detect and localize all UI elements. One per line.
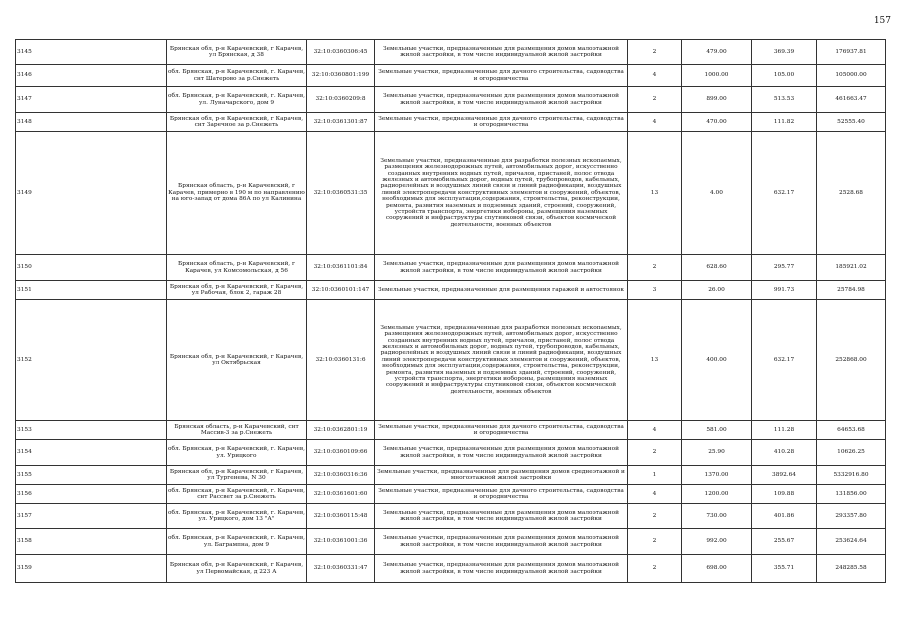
- cadastral-value-cell: 10626.25: [817, 440, 886, 466]
- cadastral-value-cell: 2528.68: [817, 132, 886, 255]
- land-use-cell: Земельные участки, предназначенные для дачного строительства, садоводства и огородничества: [375, 113, 628, 132]
- specific-value-cell: 369.39: [752, 40, 817, 65]
- cadastral-number-cell: 32:10:0360115:48: [307, 504, 375, 529]
- table-row: [16, 555, 886, 583]
- cadastral-number-cell: 32:10:0360316:36: [307, 466, 375, 485]
- address-cell: Брянская обл, р-н Карачевский, г Карачев, снт Заречное за р.Снежеть: [167, 113, 307, 132]
- address-cell: Брянская область, р-н Карачевский, г Карачев, ул Комсомольская, д 56: [167, 255, 307, 281]
- cadastral-value-table: [15, 39, 886, 583]
- area-cell: 1370.00: [682, 466, 752, 485]
- land-use-cell: Земельные участки, предназначенные для размещения домов малоэтажной жилой застройки, в том числе индивидуальной жилой застройки: [375, 440, 628, 466]
- cadastral-number-cell: 32:10:0360801:199: [307, 65, 375, 87]
- land-use-cell: Земельные участки, предназначенные для размещения домов малоэтажной жилой застройки, в том числе индивидуальной жилой застройки: [375, 504, 628, 529]
- table-row: [16, 300, 886, 421]
- cadastral-number-cell: 32:10:0361001:36: [307, 529, 375, 555]
- row-number: 3155: [16, 466, 167, 485]
- table-row: [16, 132, 886, 255]
- address-cell: Брянская обл, р-н Карачевский, г Карачев, ул Рабочая, блок 2, гараж 28: [167, 281, 307, 300]
- specific-value-cell: 632.17: [752, 132, 817, 255]
- group-cell: 4: [628, 421, 682, 440]
- table-row: [16, 485, 886, 504]
- cadastral-value-cell: 5332916.80: [817, 466, 886, 485]
- land-use-cell: Земельные участки, предназначенные для размещения домов малоэтажной жилой застройки, в том числе индивидуальной жилой застройки: [375, 555, 628, 583]
- land-use-cell: Земельные участки, предназначенные для дачного строительства, садоводства и огородничества: [375, 421, 628, 440]
- table-row: [16, 440, 886, 466]
- group-cell: 13: [628, 132, 682, 255]
- cadastral-number-cell: 32:10:0360109:66: [307, 440, 375, 466]
- table-row: [16, 113, 886, 132]
- cadastral-number-cell: 32:10:0361301:87: [307, 113, 375, 132]
- land-use-cell: Земельные участки, предназначенные для размещения домов среднеэтажной и многоэтажной жилой застройки: [375, 466, 628, 485]
- specific-value-cell: 355.71: [752, 555, 817, 583]
- specific-value-cell: 255.67: [752, 529, 817, 555]
- land-use-cell: Земельные участки, предназначенные для дачного строительства, садоводства и огородничества: [375, 485, 628, 504]
- group-cell: 1: [628, 466, 682, 485]
- cadastral-value-cell: 131856.00: [817, 485, 886, 504]
- address-cell: Брянская обл, р-н Карачевский, г Карачев, ул Тургенева, N 30: [167, 466, 307, 485]
- land-use-cell: Земельные участки, предназначенные для дачного строительства, садоводства и огородничества: [375, 65, 628, 87]
- group-cell: 2: [628, 529, 682, 555]
- area-cell: 730.00: [682, 504, 752, 529]
- specific-value-cell: 410.28: [752, 440, 817, 466]
- area-cell: 1000.00: [682, 65, 752, 87]
- address-cell: обл. Брянская, р-н Карачевский, г. Карачев, снт Рассвет за р.Снежеть: [167, 485, 307, 504]
- row-number: 3153: [16, 421, 167, 440]
- group-cell: 2: [628, 87, 682, 113]
- area-cell: 470.00: [682, 113, 752, 132]
- table-row: [16, 281, 886, 300]
- address-cell: обл. Брянская, р-н Карачевский, г. Карачев, ул. Урицкого, дом 13 "А": [167, 504, 307, 529]
- cadastral-value-cell: 248285.58: [817, 555, 886, 583]
- land-use-cell: Земельные участки, предназначенные для размещения домов малоэтажной жилой застройки, в том числе индивидуальной жилой застройки: [375, 87, 628, 113]
- specific-value-cell: 3892.64: [752, 466, 817, 485]
- table-row: [16, 421, 886, 440]
- address-cell: Брянская обл, р-н Карачевский, г Карачев, ул Первомайская, д 223 А: [167, 555, 307, 583]
- table-row: [16, 87, 886, 113]
- cadastral-number-cell: 32:10:0360131:6: [307, 300, 375, 421]
- area-cell: 1200.00: [682, 485, 752, 504]
- specific-value-cell: 632.17: [752, 300, 817, 421]
- area-cell: 25.90: [682, 440, 752, 466]
- area-cell: 581.00: [682, 421, 752, 440]
- cadastral-number-cell: 32:10:0361101:84: [307, 255, 375, 281]
- group-cell: 2: [628, 504, 682, 529]
- specific-value-cell: 991.73: [752, 281, 817, 300]
- cadastral-value-cell: 52555.40: [817, 113, 886, 132]
- land-use-cell: Земельные участки, предназначенные для размещения домов малоэтажной жилой застройки, в том числе индивидуальной жилой застройки: [375, 40, 628, 65]
- land-use-cell: Земельные участки, предназначенные для разработки полезных ископаемых, размещения железнодорожных путей, автомобильных дорог, искусственно созданных внутренних водных путей, причалов, пристаней, полос отвода железных и автомобильных дорог, водных путей, трубопроводов, кабельных, радиорелейных и воздушных линий связи и линий радиофикации, воздушных линий электропередачи конструктивных элементов и сооружений, объектов, необходимых для эксплуатации,содержания, строительства, реконструкции, ремонта, развития наземных и подземных зданий, строений, сооружений, устройств транспорта, энергетики иобороны, размещения наземных сооружений и инфраструктуры спутниковой связи, объектов космической деятельности, военных объектов: [375, 132, 628, 255]
- row-number: 3146: [16, 65, 167, 87]
- specific-value-cell: 295.77: [752, 255, 817, 281]
- area-cell: 698.00: [682, 555, 752, 583]
- group-cell: 4: [628, 485, 682, 504]
- cadastral-number-cell: 32:10:0360101:147: [307, 281, 375, 300]
- group-cell: 2: [628, 40, 682, 65]
- group-cell: 4: [628, 65, 682, 87]
- cadastral-number-cell: 32:10:0360306:45: [307, 40, 375, 65]
- address-cell: обл. Брянская, р-н Карачевский, г. Карачев, снт Шатерово за р.Снежеть: [167, 65, 307, 87]
- row-number: 3152: [16, 300, 167, 421]
- group-cell: 3: [628, 281, 682, 300]
- group-cell: 2: [628, 555, 682, 583]
- address-cell: обл. Брянская, р-н Карачевский, г. Карачев, ул. Урицкого: [167, 440, 307, 466]
- area-cell: 4.00: [682, 132, 752, 255]
- cadastral-number-cell: 32:10:0362801:19: [307, 421, 375, 440]
- address-cell: обл. Брянская, р-н Карачевский, г. Карачев, ул. Луначарского, дом 9: [167, 87, 307, 113]
- land-use-cell: Земельные участки, предназначенные для разработки полезных ископаемых, размещения железнодорожных путей, автомобильных дорог, искусственно созданных внутренних водных путей, причалов, пристаней, полос отвода железных и автомобильных дорог, водных путей, трубопроводов, кабельных, радиорелейных и воздушных линий связи и линий радиофикации, воздушных линий электропередачи конструктивных элементов и сооружений, объектов, необходимых для эксплуатации,содержания, строительства, реконструкции, ремонта, развития наземных и подземных зданий, строений, сооружений, устройств транспорта, энергетики иобороны, размещения наземных сооружений и инфраструктуры спутниковой связи, объектов космической деятельности, военных объектов: [375, 300, 628, 421]
- table-row: [16, 65, 886, 87]
- page-number: 157: [873, 16, 891, 26]
- cadastral-value-cell: 461663.47: [817, 87, 886, 113]
- group-cell: 2: [628, 440, 682, 466]
- address-cell: Брянская область, р-н Карачевский, снт Массив-3 за р.Снежеть: [167, 421, 307, 440]
- land-use-cell: Земельные участки, предназначенные для размещения домов малоэтажной жилой застройки, в том числе индивидуальной жилой застройки: [375, 529, 628, 555]
- group-cell: 13: [628, 300, 682, 421]
- table-row: [16, 529, 886, 555]
- land-use-cell: Земельные участки, предназначенные для размещения гаражей и автостоянок: [375, 281, 628, 300]
- group-cell: 4: [628, 113, 682, 132]
- area-cell: 479.00: [682, 40, 752, 65]
- row-number: 3159: [16, 555, 167, 583]
- table-row: [16, 466, 886, 485]
- cadastral-value-cell: 252868.00: [817, 300, 886, 421]
- address-cell: обл. Брянская, р-н Карачевский, г. Карачев, ул. Багрампна, дом 9: [167, 529, 307, 555]
- specific-value-cell: 109.88: [752, 485, 817, 504]
- specific-value-cell: 401.86: [752, 504, 817, 529]
- address-cell: Брянская область, р-н Карачевский, г Карачев, примерно в 190 м по направлению на юго-запад от дома 86А по ул Калинина: [167, 132, 307, 255]
- row-number: 3158: [16, 529, 167, 555]
- row-number: 3150: [16, 255, 167, 281]
- table-row: [16, 255, 886, 281]
- area-cell: 992.00: [682, 529, 752, 555]
- cadastral-number-cell: 32:10:0360531:35: [307, 132, 375, 255]
- address-cell: Брянская обл, р-н Карачевский, г Карачев, ул Брянская, д 38: [167, 40, 307, 65]
- row-number: 3145: [16, 40, 167, 65]
- cadastral-value-cell: 293357.80: [817, 504, 886, 529]
- specific-value-cell: 111.28: [752, 421, 817, 440]
- cadastral-number-cell: 32:10:0361601:60: [307, 485, 375, 504]
- row-number: 3156: [16, 485, 167, 504]
- cadastral-number-cell: 32:10:0360209:8: [307, 87, 375, 113]
- area-cell: 400.00: [682, 300, 752, 421]
- area-cell: 899.00: [682, 87, 752, 113]
- group-cell: 2: [628, 255, 682, 281]
- specific-value-cell: 111.82: [752, 113, 817, 132]
- row-number: 3147: [16, 87, 167, 113]
- land-use-cell: Земельные участки, предназначенные для размещения домов малоэтажной жилой застройки, в том числе индивидуальной жилой застройки: [375, 255, 628, 281]
- cadastral-value-cell: 25784.98: [817, 281, 886, 300]
- cadastral-value-cell: 64653.68: [817, 421, 886, 440]
- specific-value-cell: 105.00: [752, 65, 817, 87]
- row-number: 3157: [16, 504, 167, 529]
- address-cell: Брянская обл, р-н Карачевский, г Карачев, ул Октябрьская: [167, 300, 307, 421]
- cadastral-value-cell: 105000.00: [817, 65, 886, 87]
- area-cell: 628.60: [682, 255, 752, 281]
- row-number: 3149: [16, 132, 167, 255]
- cadastral-value-cell: 176937.81: [817, 40, 886, 65]
- row-number: 3148: [16, 113, 167, 132]
- cadastral-value-cell: 185921.02: [817, 255, 886, 281]
- table-row: [16, 504, 886, 529]
- area-cell: 26.00: [682, 281, 752, 300]
- specific-value-cell: 513.53: [752, 87, 817, 113]
- row-number: 3154: [16, 440, 167, 466]
- cadastral-number-cell: 32:10:0360331:47: [307, 555, 375, 583]
- row-number: 3151: [16, 281, 167, 300]
- cadastral-value-cell: 253624.64: [817, 529, 886, 555]
- table-row: [16, 40, 886, 65]
